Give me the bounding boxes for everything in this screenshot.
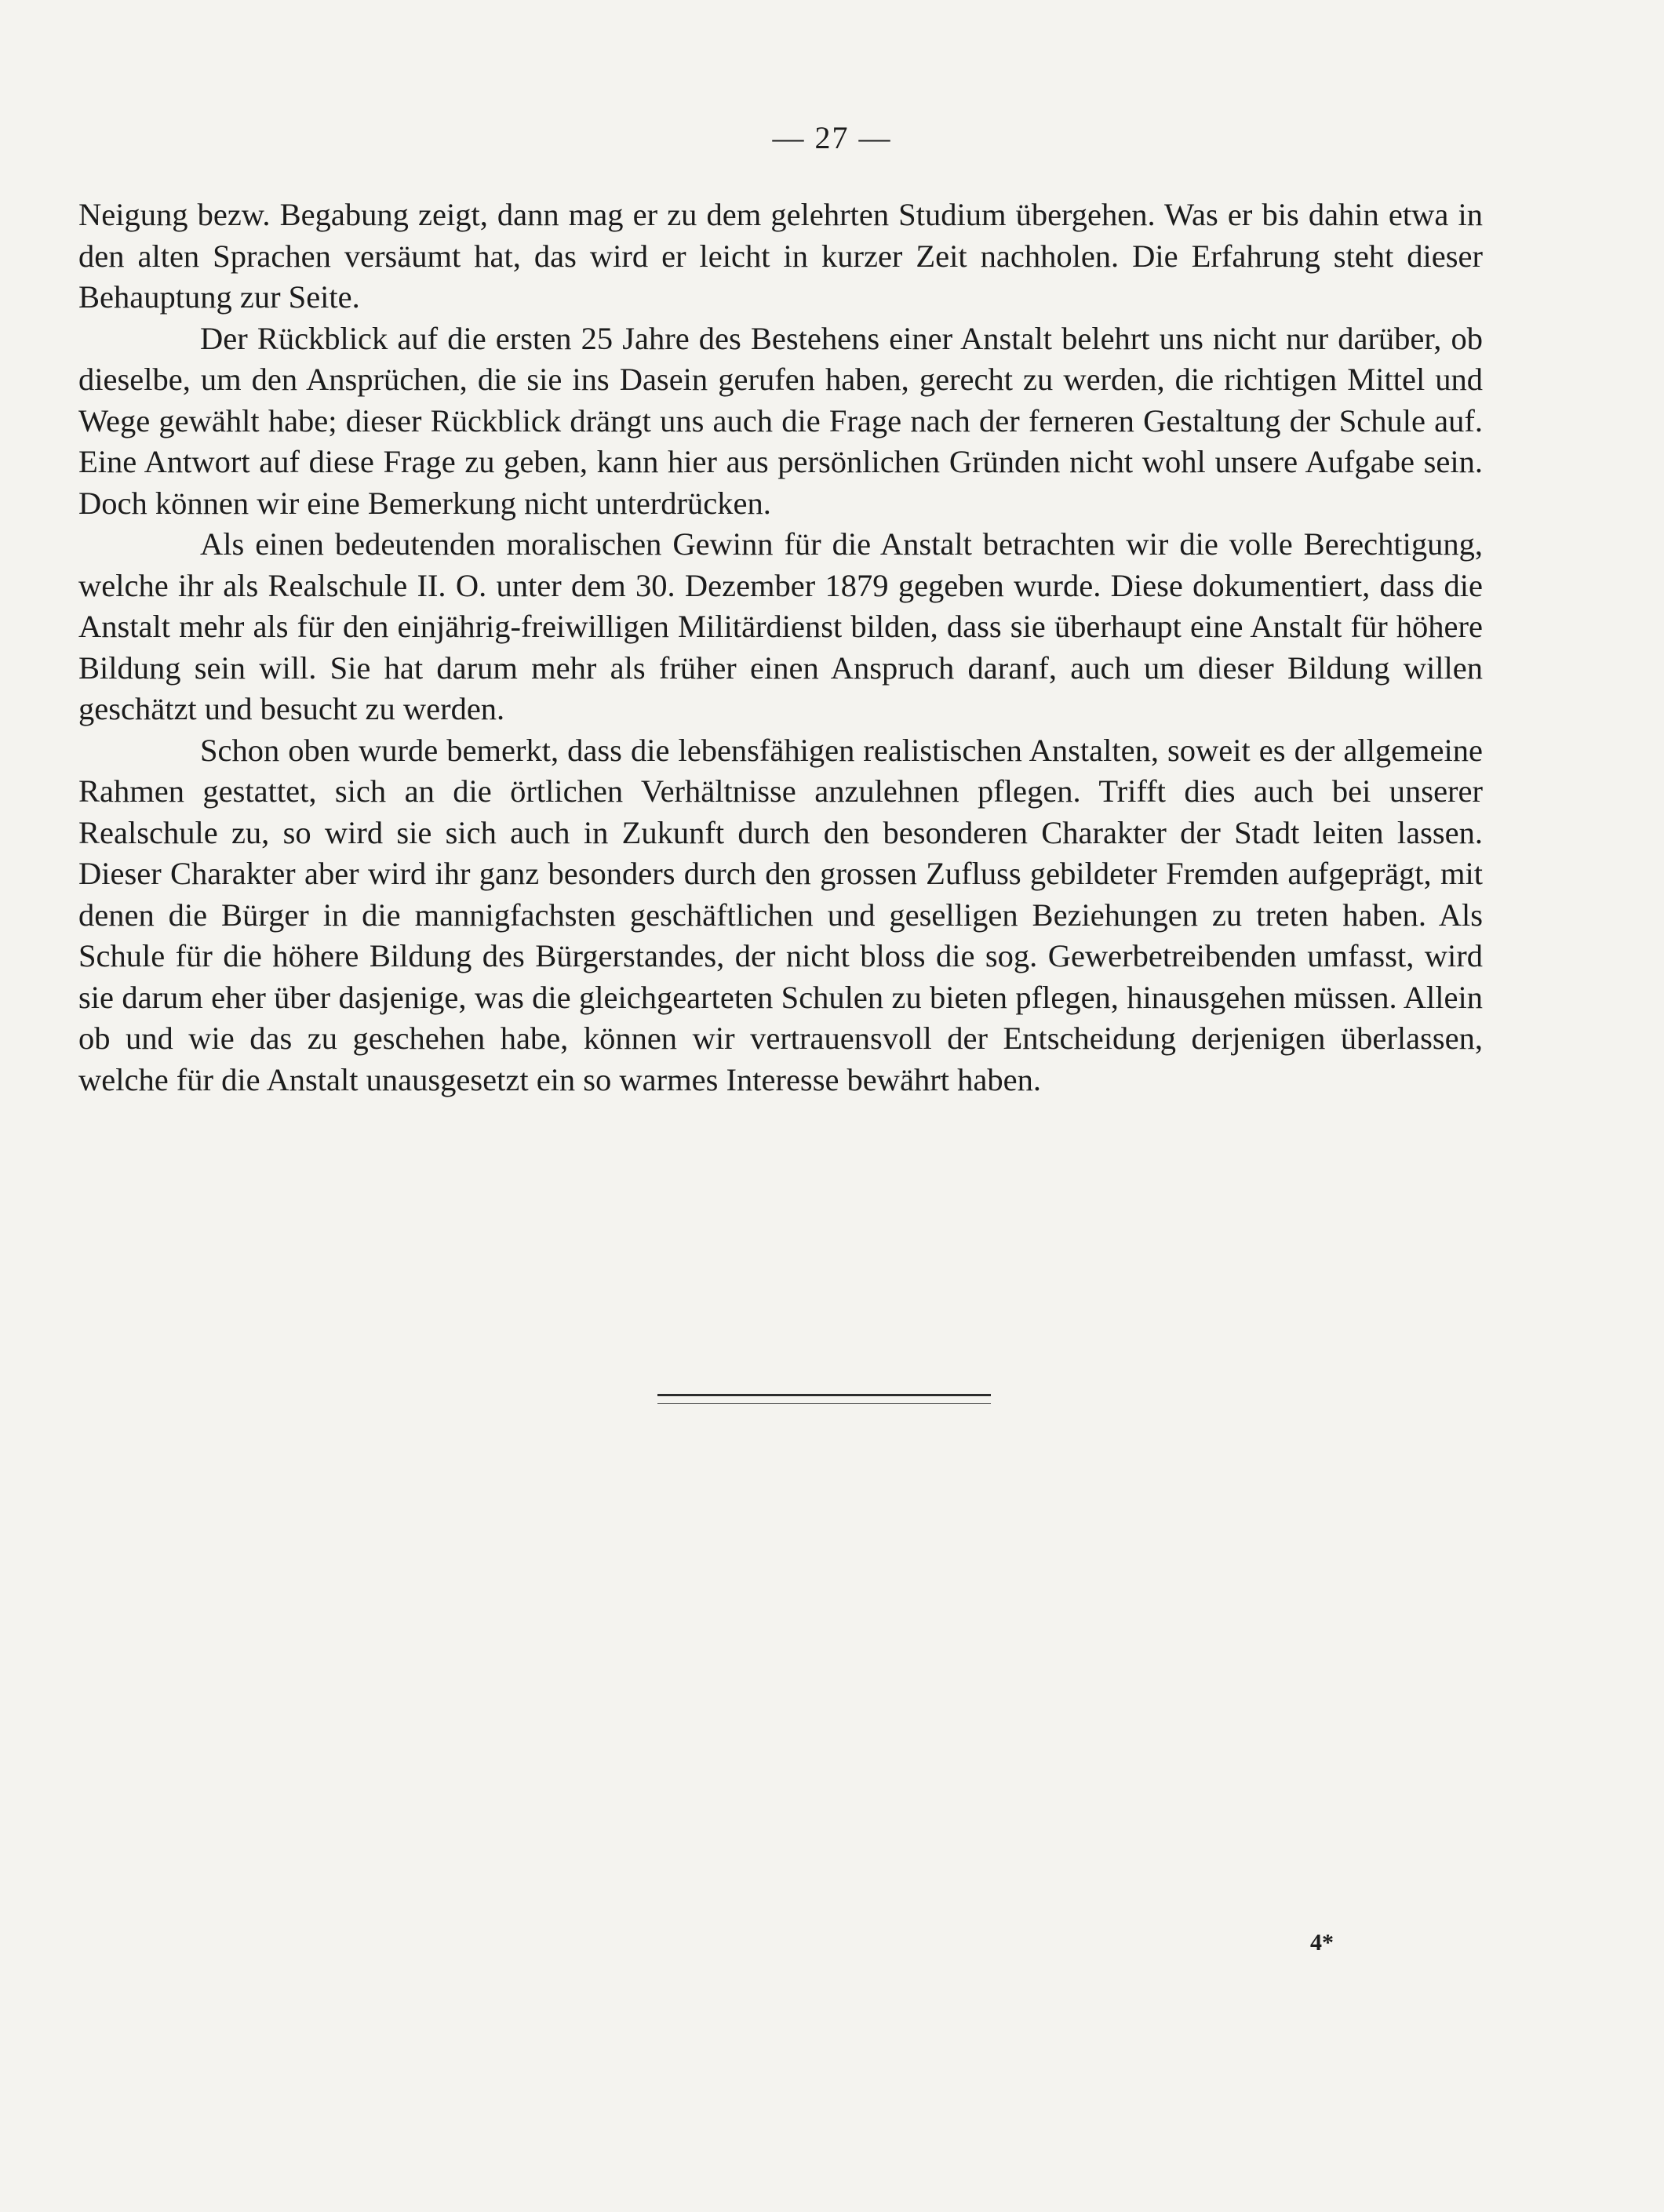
page-number: — 27 — bbox=[772, 120, 892, 155]
body-text bbox=[78, 195, 1483, 1101]
paragraph-4: Schon oben wurde bemerkt, dass die lebensfähigen realistischen Anstalten, soweit es der allgemeine Rahmen gestattet, sich an die örtlichen Verhältnisse anzulehnen pflegen. Trifft dies auch bei unserer Realschule zu, so wird sie sich auch in Zukunft durch den besonderen Charakter der Stadt leiten lassen. Dieser Charakter aber wird ihr ganz besonders durch den grossen Zufluss gebildeter Fremden aufgeprägt, mit denen die Bürger in die mannigfachsten geschäftlichen und geselligen Beziehungen zu treten haben. Als Schule für die höhere Bildung des Bürgerstandes, der nicht bloss die sog. Gewerbetreibenden umfasst, wird sie darum eher über dasjenige, was die gleichgearteten Schulen zu bieten pflegen, hinausgehen müssen. Allein ob und wie das zu geschehen habe, können wir vertrauensvoll der Entscheidung derjenigen überlassen, welche für die Anstalt unausgesetzt ein so warmes Interesse bewährt haben. bbox=[78, 732, 1483, 1097]
paragraph-3: Als einen bedeutenden moralischen Gewinn für die Anstalt betrachten wir die volle Berechtigung, welche ihr als Realschule II. O. unter dem 30. Dezember 1879 gegeben wurde. Diese dokumentiert, dass die Anstalt mehr als für den einjährig-freiwilligen Militärdienst bilden, dass sie überhaupt eine Anstalt für höhere Bildung sein will. Sie hat darum mehr als früher einen Anspruch daranf, auch um dieser Bildung willen geschätzt und besucht zu werden. bbox=[78, 526, 1483, 726]
paragraph-2: Der Rückblick auf die ersten 25 Jahre des Bestehens einer Anstalt belehrt uns nicht nur darüber, ob dieselbe, um den Ansprüchen, die sie ins Dasein gerufen haben, gerecht zu werden, die richtigen Mittel und Wege gewählt habe; dieser Rückblick drängt uns auch die Frage nach der ferneren Gestaltung der Schule auf. Eine Antwort auf diese Frage zu geben, kann hier aus persönlichen Gründen nicht wohl unsere Aufgabe sein. Doch können wir eine Bemerkung nicht unterdrücken. bbox=[78, 320, 1483, 521]
end-divider-rule bbox=[657, 1394, 991, 1404]
paragraph-1: Neigung bezw. Begabung zeigt, dann mag er zu dem gelehrten Studium übergehen. Was er bis dahin etwa in den alten Sprachen versäumt hat, das wird er leicht in kurzer Zeit nachholen. Die Erfahrung steht dieser Behauptung zur Seite. bbox=[78, 197, 1483, 315]
signature-mark: 4* bbox=[1310, 1930, 1334, 1956]
